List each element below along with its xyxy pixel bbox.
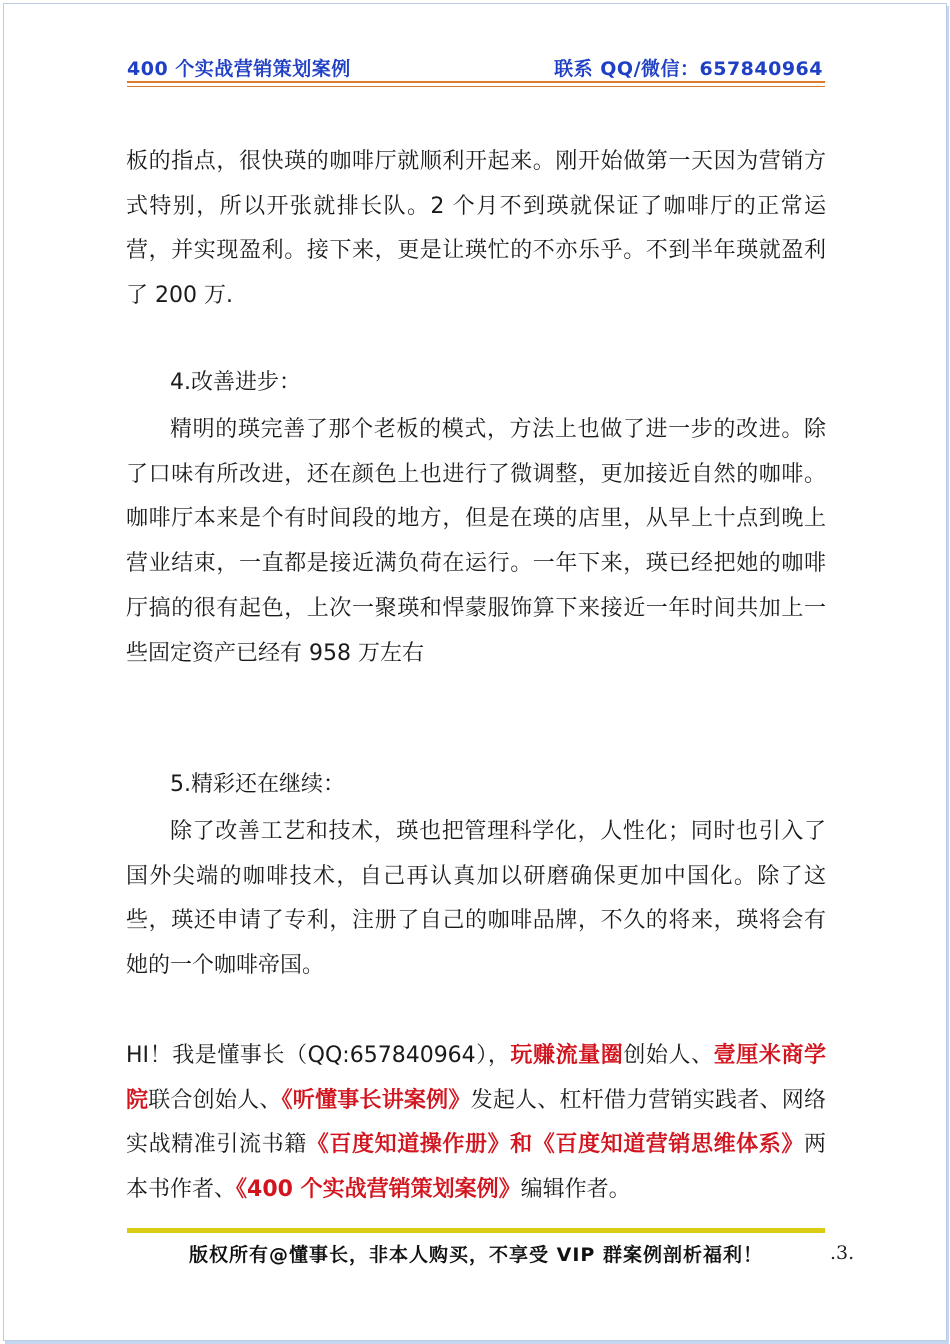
intro-text-5: 两本书作者、 (126, 1132, 826, 1203)
intro-text-1: HI！我是懂事长（QQ:657840964）， (126, 1043, 511, 1068)
intro-highlight-2: 壹厘米商学院 (126, 1043, 826, 1113)
paragraph-continuation: 板的指点，很快瑛的咖啡厅就顺利开起来。刚开始做第一天因为营销方式特别，所以开张就排长队。2 个月不到瑛就保证了咖啡厅的正常运营，并实现盈利。接下来，更是让瑛忙的不亦乐乎。不到半年瑛就盈利了 200 万. (126, 149, 826, 309)
section-heading-5: 5.精彩还在继续： (170, 772, 345, 797)
page-number: .3. (830, 1242, 855, 1264)
intro-highlight-3: 《听懂事长讲案例》 (281, 1087, 471, 1113)
header-title: 400 个实战营销策划案例 (127, 58, 351, 80)
intro-text-3: 联合创始人、 (148, 1087, 282, 1113)
paragraph-section-4: 精明的瑛完善了那个老板的模式，方法上也做了进一步的改进。除了口味有所改进，还在颜色上也进行了微调整，更加接近自然的咖啡。咖啡厅本来是个有时间段的地方，但是在瑛的店里，从早上十点到晚上营业结束，一直都是接近满负荷在运行。一年下来，瑛已经把她的咖啡厅搞的很有起色，上次一聚瑛和悍蒙服饰算下来接近一年时间共加上一些固定资产已经有 958 万左右 (126, 417, 826, 666)
intro-highlight-4: 《百度知道操作册》和《百度知道营销思维体系》 (306, 1132, 804, 1158)
intro-text-4: 发起人、杠杆借力营销实践者、网络实战精准引流书籍 (126, 1087, 826, 1158)
paragraph-section-5: 除了改善工艺和技术，瑛也把管理科学化，人性化；同时也引入了国外尖端的咖啡技术，自己再认真加以研磨确保更加中国化。除了这些，瑛还申请了专利，注册了自己的咖啡品牌，不久的将来，瑛将会有她的一个咖啡帝国。 (126, 819, 826, 979)
intro-text-6: 编辑作者。 (520, 1177, 631, 1203)
header-contact: 联系 QQ/微信：657840964 (554, 58, 823, 80)
intro-text-2: 创始人、 (623, 1043, 714, 1068)
page-header (127, 52, 823, 82)
footer-copyright: 版权所有@懂事长，非本人购买，不享受 VIP 群案例剖析福利！ (189, 1244, 763, 1266)
footer-divider (127, 1228, 825, 1233)
section-heading-4: 4.改善进步： (170, 370, 301, 395)
header-divider (127, 81, 825, 87)
author-intro (126, 1034, 826, 1213)
intro-highlight-5: 《400 个实战营销策划案例》 (236, 1177, 521, 1203)
intro-highlight-1: 玩赚流量圈 (510, 1043, 624, 1068)
